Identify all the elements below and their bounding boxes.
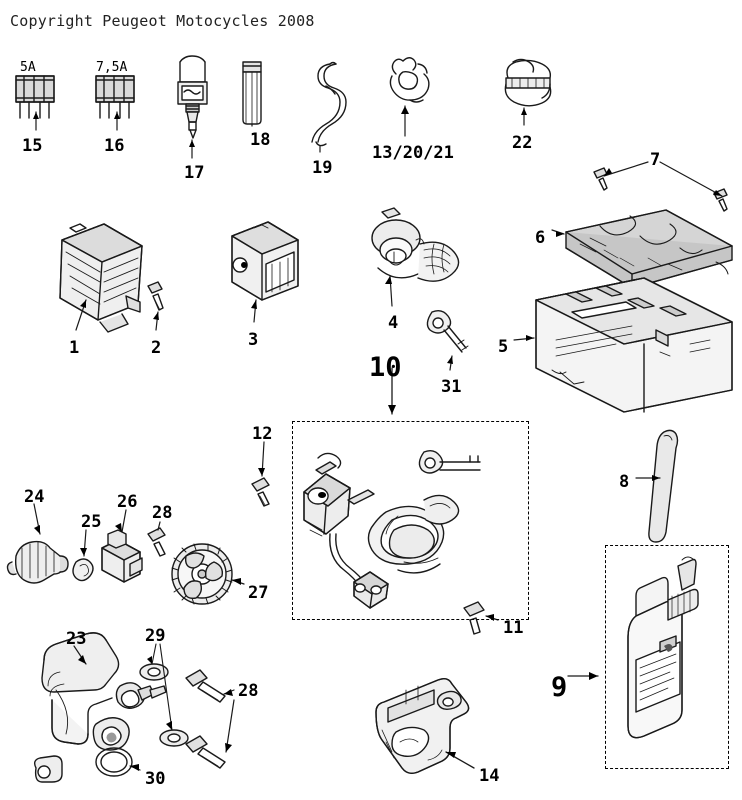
- part-temperature-sensor: [178, 56, 207, 138]
- part-bracket-26: [102, 530, 142, 582]
- callout-27: 27: [248, 583, 269, 603]
- part-hose-clip: [505, 60, 550, 106]
- callout-14: 14: [479, 766, 500, 786]
- part-starter-solenoid: [8, 542, 69, 583]
- part-battery: [536, 278, 732, 412]
- part-starter-ring-gear: [172, 544, 232, 604]
- callout-19: 19: [312, 158, 333, 178]
- callout-3: 3: [248, 330, 259, 350]
- callout-15: 15: [22, 136, 43, 156]
- callout-7: 7: [650, 150, 661, 170]
- callout-10: 10: [369, 352, 402, 383]
- callout-28-lower: 28: [238, 681, 259, 701]
- callout-5: 5: [498, 337, 509, 357]
- callout-6: 6: [535, 228, 546, 248]
- part-cable-tie: [312, 63, 346, 146]
- callout-31: 31: [441, 377, 462, 397]
- callout-12: 12: [252, 424, 273, 444]
- copyright-notice: Copyright Peugeot Motocycles 2008: [10, 12, 315, 30]
- callout-25: 25: [81, 512, 102, 532]
- callout-22: 22: [512, 133, 533, 153]
- callout-23: 23: [66, 629, 87, 649]
- part-cable-clamp: [390, 58, 429, 102]
- callout-24: 24: [24, 487, 45, 507]
- callout-26: 26: [117, 492, 138, 512]
- part-vent-hose: [649, 430, 678, 542]
- part-power-socket: [372, 208, 459, 281]
- callout-4: 4: [388, 313, 399, 333]
- callout-2: 2: [151, 338, 162, 358]
- part-relay: [232, 222, 298, 300]
- part-starter-motor: [35, 633, 166, 782]
- callout-11: 11: [503, 618, 524, 638]
- label-fuse-7-5a: 7,5A: [96, 60, 128, 75]
- part-screws-28b: [186, 670, 225, 768]
- part-rubber-cap: [73, 559, 93, 581]
- part-fuse-7-5a: [96, 76, 134, 118]
- callout-29: 29: [145, 626, 166, 646]
- part-battery-holder: [376, 679, 469, 774]
- dashed-group-10: [292, 421, 529, 620]
- callout-9: 9: [551, 672, 568, 703]
- callout-13-20-21: 13/20/21: [372, 143, 454, 163]
- part-screw-12: [252, 478, 269, 506]
- part-battery-tray: [566, 210, 732, 288]
- part-voltage-regulator: [60, 224, 142, 332]
- part-tray-screws: [594, 168, 727, 211]
- part-o-ring: [96, 748, 132, 776]
- part-screw-2: [148, 282, 163, 310]
- callout-1: 1: [69, 338, 80, 358]
- callout-30: 30: [145, 769, 166, 789]
- part-grease-tube: [243, 62, 261, 124]
- part-screw-28a: [148, 528, 165, 556]
- callout-17: 17: [184, 163, 205, 183]
- label-fuse-5a: 5A: [20, 60, 36, 75]
- callout-18: 18: [250, 130, 271, 150]
- callout-28-upper: 28: [152, 503, 173, 523]
- part-fuse-5a: [16, 76, 54, 118]
- part-keys-31: [427, 311, 468, 352]
- callout-8: 8: [619, 472, 630, 492]
- dashed-group-9: [605, 545, 729, 769]
- callout-16: 16: [104, 136, 125, 156]
